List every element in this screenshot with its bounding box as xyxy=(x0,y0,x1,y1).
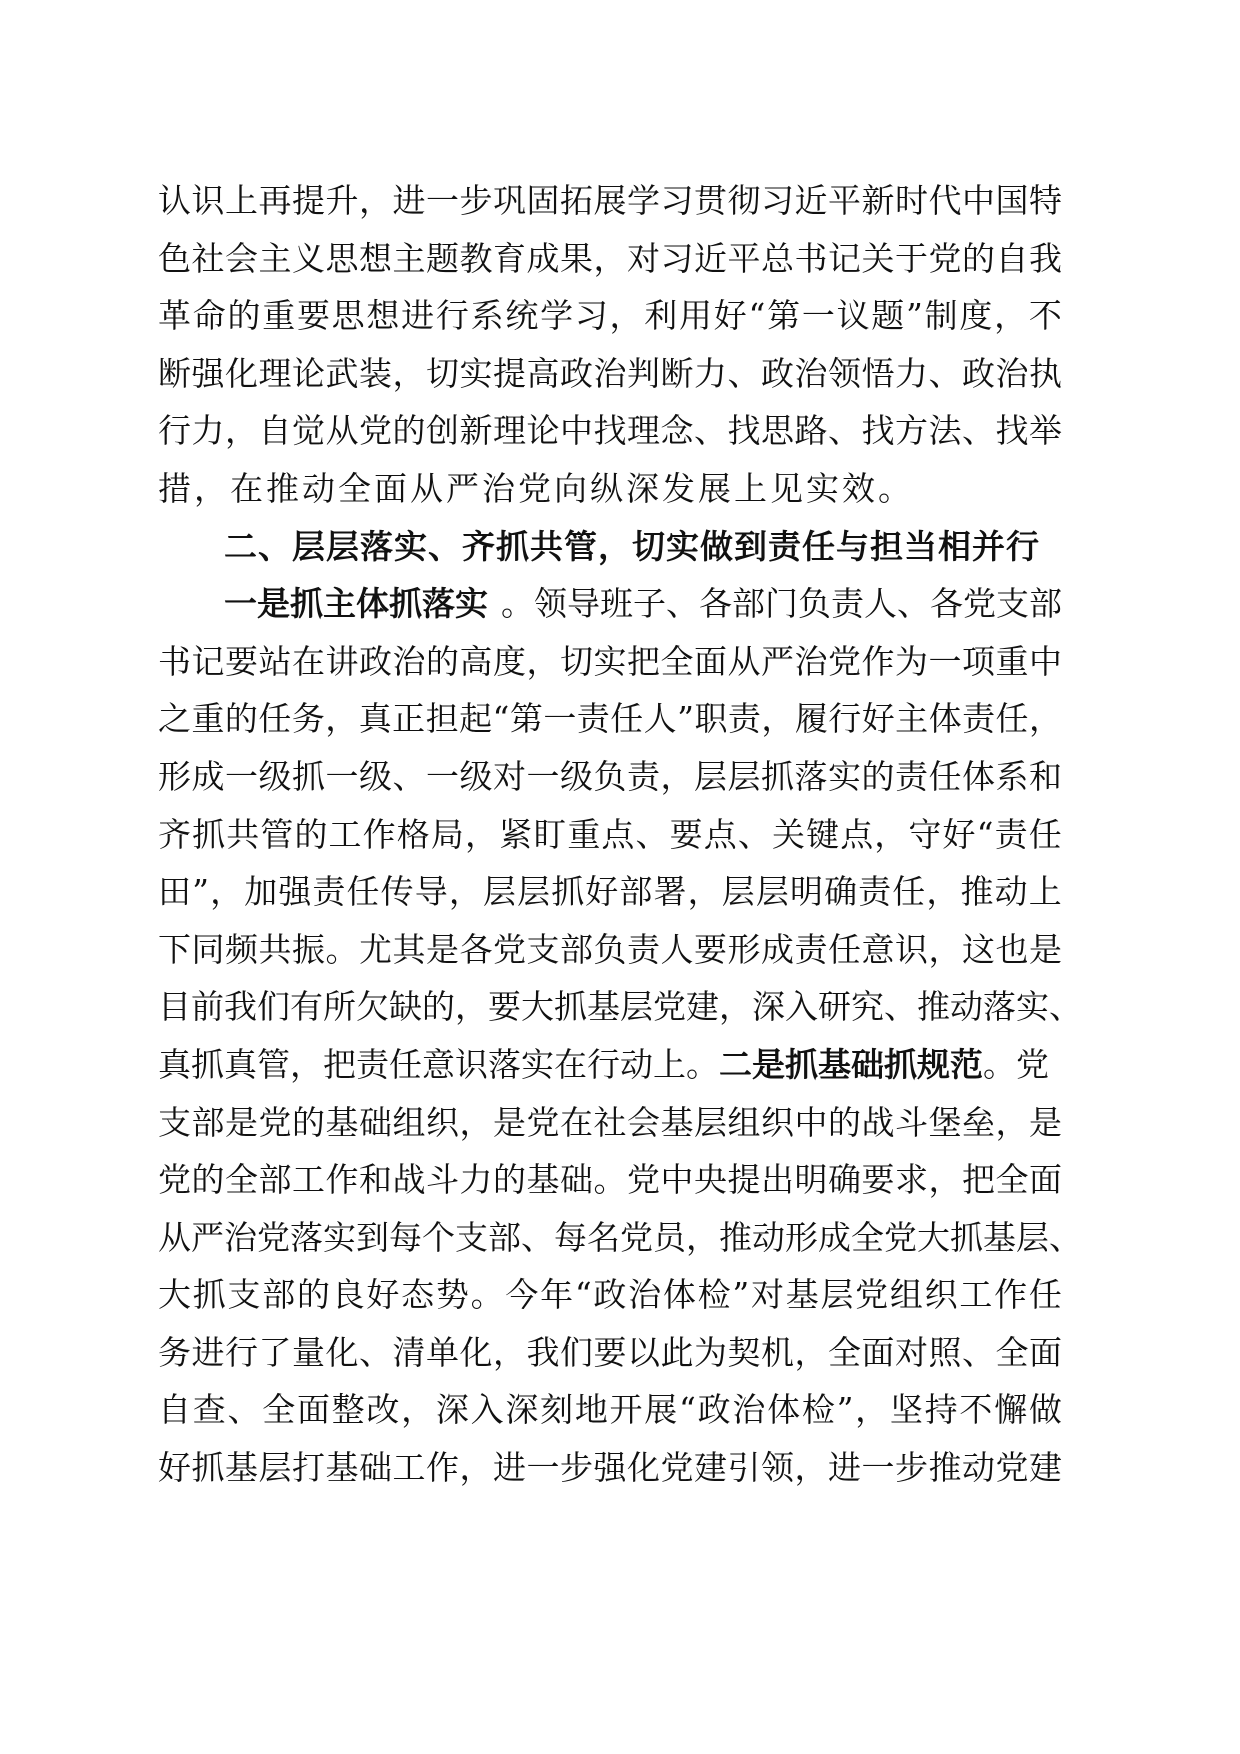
text-line xyxy=(158,1036,1062,1094)
text-line: 好 抓 基 层 打 基 础 工 作 ， 进 一 步 强 化 党 建 引 领 ， 进 一 步 推 动 党 建 xyxy=(158,1448,1062,1488)
text-line: 自 查 、 全 面 整 改 ， 深 入 深 刻 地 开 展 “ 政 治 体 检 ” ， 坚 持 不 懈 做 xyxy=(158,1390,1062,1430)
text-line: 断 强 化 理 论 武 装 ， 切 实 提 高 政 治 判 断 力 、 政 治 领 悟 力 、 政 治 执 xyxy=(158,353,1062,393)
text-line: 党 的 全 部 工 作 和 战 斗 力 的 基 础 。 党 中 央 提 出 明 确 要 求 ， 把 全 面 xyxy=(158,1160,1062,1200)
bold-lead-phrase: 二是抓基础抓规范 xyxy=(719,1044,983,1084)
text-line: 下 同 频 共 振 。 尤 其 是 各 党 支 部 负 责 人 要 形 成 责 任 意 识 ， 这 也 是 xyxy=(158,929,1062,969)
text-segment: 。领导班子、各部门负责人、各党支部 xyxy=(501,584,1062,624)
text-line: 田 ” ， 加 强 责 任 传 导 ， 层 层 抓 好 部 署 ， 层 层 明 确 责 任 ， 推 动 上 xyxy=(158,872,1062,912)
text-line: 之 重 的 任 务 ， 真 正 担 起 “ 第 一 责 任 人 ” 职 责 ， 履 行 好 主 体 责 任 ， xyxy=(158,699,1062,739)
text-line: 大 抓 支 部 的 良 好 态 势 。 今 年 “ 政 治 体 检 ” 对 基 层 党 组 织 工 作 任 xyxy=(158,1275,1062,1315)
paragraph-responsibility xyxy=(158,575,1082,1497)
section-heading: 二、层层落实、齐抓共管，切实做到责任与担当相并行 xyxy=(224,526,1040,566)
text-line: 支 部 是 党 的 基 础 组 织 ， 是 党 在 社 会 基 层 组 织 中 的 战 斗 堡 垒 ， 是 xyxy=(158,1102,1062,1142)
text-line: 认 识 上 再 提 升 ， 进 一 步 巩 固 拓 展 学 习 贯 彻 习 近 平 新 时 代 中 国 特 xyxy=(158,181,1062,220)
text-segment: 。党 xyxy=(983,1044,1049,1084)
text-line: 色 社 会 主 义 思 想 主 题 教 育 成 果 ， 对 习 近 平 总 书 记 关 于 党 的 自 我 xyxy=(158,238,1062,278)
text-line: 革 命 的 重 要 思 想 进 行 系 统 学 习 ， 利 用 好 “ 第 一 议 题 ” 制 度 ， 不 xyxy=(158,296,1062,336)
document-page xyxy=(158,172,1082,1497)
text-line xyxy=(158,575,1062,633)
text-line: 从 严 治 党 落 实 到 每 个 支 部 、 每 名 党 员 ， 推 动 形 成 全 党 大 抓 基 层 、 xyxy=(158,1217,1082,1257)
text-line: 行 力 ， 自 觉 从 党 的 创 新 理 论 中 找 理 念 、 找 思 路 、 找 方 法 、 找 举 xyxy=(158,411,1062,451)
text-line: 措，在推动全面从严治党向纵深发展上见实效。 xyxy=(158,468,914,508)
text-line: 务 进 行 了 量 化 、 清 单 化 ， 我 们 要 以 此 为 契 机 ， 全 面 对 照 、 全 面 xyxy=(158,1332,1062,1372)
text-segment: 真抓真管，把责任意识落实在行动上。 xyxy=(158,1044,719,1084)
text-line: 齐 抓 共 管 的 工 作 格 局 ， 紧 盯 重 点 、 要 点 、 关 键 点 ， 守 好 “ 责 任 xyxy=(158,814,1062,854)
text-line: 目 前 我 们 有 所 欠 缺 的 ， 要 大 抓 基 层 党 建 ， 深 入 研 究 、 推 动 落 实 、 xyxy=(158,987,1082,1027)
text-line: 书 记 要 站 在 讲 政 治 的 高 度 ， 切 实 把 全 面 从 严 治 党 作 为 一 项 重 中 xyxy=(158,641,1062,681)
bold-lead-phrase: 一是抓主体抓落实 xyxy=(224,584,488,624)
paragraph-theory-study xyxy=(158,172,1062,518)
text-line: 形 成 一 级 抓 一 级 、 一 级 对 一 级 负 责 ， 层 层 抓 落 实 的 责 任 体 系 和 xyxy=(158,756,1062,796)
